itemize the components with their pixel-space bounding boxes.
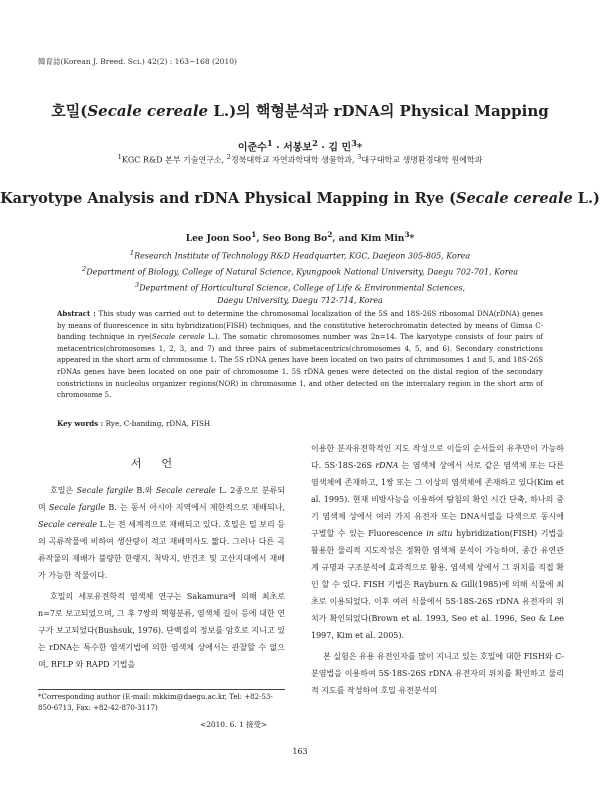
korean-aff-3: 대구대학교 생명환경대학 원예학과 [361,155,483,165]
english-author-1: Lee Joon Soo [185,234,252,244]
journal-citation: 韓育誌(Korean J. Breed. Sci.) 42(2) : 163~168 (2010) [38,57,237,66]
species-name: Secale fargile [48,503,106,512]
author-separator: · [317,142,329,154]
left-paragraph-2: 호밀의 세포유전학적 염색체 연구는 Sakamura에 의해 최초로 n=7로 보고되었으며, 그 후 7쌍의 핵형분류, 염색체 길이 등에 대한 연구가 보고되었다(Bushsuk, 1976). 단백질의 정보를 암호로 지니고 있는 rDNA는 특수한 염색기법에 의한 염색체 상에서는 관찰할 수 없으며, RFLP 와 RAPD 기법을 [38,592,285,669]
korean-aff-1: KGC R&D 본부 기술연구소, [121,155,227,165]
right-column [311,440,564,699]
section-heading-introduction: 서언 [130,457,193,470]
keywords-text: Rye, C-banding, rDNA, FISH [103,419,211,428]
korean-title-prefix: 호밀( [51,102,88,120]
english-aff-2-text: Department of Biology, College of Natural Science, Kyungpook National University, Daegu 702-701, Korea [86,267,519,277]
english-title-suffix: L.) [572,190,600,207]
korean-aff-2: 경북대학교 자연과학대학 생물학과, [231,155,358,165]
english-authors [0,230,600,244]
korean-title-suffix: L.)의 핵형분석과 rDNA의 Physical Mapping [208,102,549,120]
english-aff-line-2 [0,263,600,279]
aff-sup-3: 3 [134,281,140,290]
english-author-1-sup: 1 [251,230,257,239]
page-number: 163 [292,747,308,756]
abstract-text-1: This study was carried out to determine the chromosomal localization of the 5S and 18S-26S ribosomal DNA(rDNA) genes by means of fluorescence in situ hybridization(FISH) techniques, and the constitutive heterochromatin detected by means of Gimsa C-banding technique in rye( [57,310,543,342]
english-aff-line-4: Daegu University, Daegu 712-714, Korea [217,296,383,306]
english-author-3-sup: 3 [404,230,410,239]
species-name: Secale cereale [38,520,98,529]
text-span: L. 2종으로 분류되며 [38,486,285,512]
species-name: Secale cereale [155,486,216,495]
aff-sup-1: 1 [129,249,135,257]
corresponding-author-footnote: *Corresponding author (E-mail: mkkim@daegu.ac.kr, Tel: +82-53-850-6713, Fax: +82-42-870-3117) [38,693,273,712]
korean-authors [0,138,600,153]
text-span: 는 염색체 상에서 서로 같은 염색체 또는 다른 염색체에 존재하고, 1쌍 또는 그 이상의 염색체에 존재하고 있다(Kim et al. 1995). 현재 비방사능을 이용하여 탐침의 확인 시간 단축, 하나의 중기 염색체 상에서 여러 가지 유전자 또는 DNA서열을 다색으로 동시에 구별할 수 있는 Fluorescence [311,461,564,538]
text-span: 이용한 분자유전학적인 지도 작성으로 이들의 순서들의 유추만이 가능하다. 5S·18S-26S [311,444,564,470]
korean-author-1-sup: 1 [266,138,273,148]
korean-affiliations [0,153,600,166]
right-paragraph-2: 본 실험은 유용 유전인자를 많이 지니고 있는 호밀에 대한 FISH와 C-분염법을 이용하여 5S·18S-26S rDNA 유전자의 위치를 확인하고 물리적 지도를 작성하여 호밀 유전분석의 [311,652,564,695]
species-name: Secale fargile [76,486,134,495]
aff-sup-1: 1 [117,153,122,161]
text-span: L.는 전 세계적으로 재배되고 있다. 호밀은 밀 보리 등의 곡류작물에 비하여 생산량이 적고 재배역사도 짧다. 그러나 다른 곡류작물의 재배가 불량한 한랭지, 척박지, 반건조 및 고산지대에서 재배가 가능한 작물이다. [38,520,285,580]
text-span: hybridization(FISH) 기법을 활용한 물리적 지도작성은 정확한 염색체 분석이 가능하며, 종간 유연관계 규명과 구조분석에 효과적으로 활용, 염색체 상에서 그 위치를 직접 확인 할 수 있다. FISH 기법은 Rayburn & Gill(1985)에 의해 식물에 최초로 이용되었다. 이후 여러 식물에서 5S·18S-26S rDNA 유전자의 위치가 확인되었다(Brown et al. 1993, Seo et al. 1996, Seo & Lee 1997, Kim et al. 2005). [311,529,564,640]
corresponding-star: * [356,142,363,154]
korean-author-2: 서봉보 [283,142,313,154]
english-aff-3-text: Department of Horticultural Science, College of Life & Environmental Sciences, [139,283,466,293]
keywords-label: Key words : [57,419,104,428]
english-aff-line-1 [0,247,600,263]
footnote-divider [38,689,285,690]
author-separator: , [256,234,263,244]
left-paragraph-1 [38,482,285,584]
korean-author-2-sup: 2 [312,138,318,148]
abstract-species: Secale cereale [151,333,205,342]
english-title-prefix: Karyotype Analysis and rDNA Physical Mapping in Rye ( [0,190,456,207]
english-affiliations [0,247,600,308]
abstract-text-2: L.). The somatic chromosomes number was 2n=14. The karyotype consists of four pairs of metacentrics(chromosomes 1, 2, 3, and 7) and three pairs of submetacentrics(chromosomes 4, 5, and 6). Secondary constrictions appeared in the short arm of chromosome 1. The 5S rDNA genes have been located on two pairs of chromosomes 1 and 5, and 18S-26S rDNAs genes have been located on one pair of chromosome 1. 5S rDNA genes were detected on the distal region of the secondary constrictions in nucleolus organizer regions(NOR) in chromosome 1, and other detected on the intercalary region in the short arm of chromosome 5. [57,333,543,400]
english-author-3: Kim Min [360,234,405,244]
corresponding-star: * [409,234,415,244]
aff-sup-3: 3 [357,153,362,161]
text-span: B. 는 동서 아시아 지역에서 제한적으로 재배되나, [105,503,285,512]
right-paragraph-1 [311,440,564,644]
keywords [57,419,543,428]
english-title [0,190,600,207]
received-date: <2010. 6. 1 接受> [200,720,268,729]
abstract [57,308,543,402]
aff-sup-2: 2 [81,265,87,274]
english-aff-1-text: Research Institute of Technology R&D Headquarter, KGC, Daejeon 305-805, Korea [134,251,471,261]
italic-term: in situ [426,529,453,538]
left-column [38,456,285,673]
text-span: B.와 [133,486,156,495]
author-separator: · [272,142,284,154]
abstract-label: Abstract : [57,309,96,318]
korean-author-1: 이준수 [237,142,267,154]
korean-title-species: Secale cereale [87,102,209,120]
english-aff-line-3 [0,279,600,295]
author-separator: , and [332,234,361,244]
korean-author-3: 김 민 [328,142,352,154]
english-author-2: Seo Bong Bo [262,234,328,244]
aff-sup-2: 2 [226,153,231,161]
korean-title [0,100,600,121]
korean-author-3-sup: 3 [351,138,357,148]
italic-term: rDNA [375,461,399,470]
text-span: 호밀은 [50,486,77,495]
english-title-species: Secale cereale [455,190,573,207]
english-author-2-sup: 2 [327,230,333,239]
